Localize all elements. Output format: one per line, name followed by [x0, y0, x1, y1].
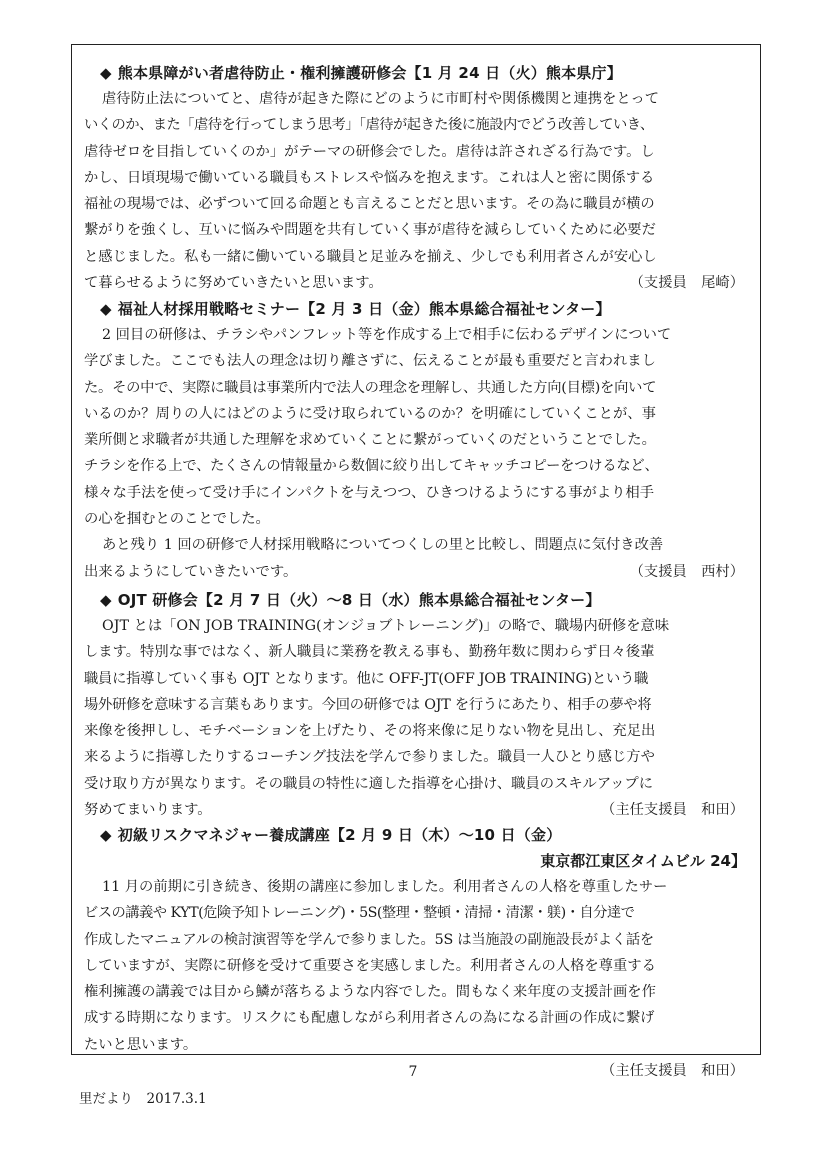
paragraph-line: 成する時期になります。リスクにも配慮しながら利用者さんの為になる計画の作成に繋げ [84, 1010, 655, 1027]
section-risk-manager-course [84, 822, 754, 1084]
paragraph-line: と感じました。私も一緒に働いている職員と足並みを揃え、少しでも利用者さんが安心し [84, 248, 657, 265]
section-heading-continuation: 東京都江東区タイムビル 24】 [540, 852, 746, 870]
paragraph-line: していますが、実際に研修を受けて重要さを実感しました。利用者さんの人格を尊重する [84, 957, 656, 974]
paragraph-line: ビスの講義や KYT(危険予知トレーニング)・5S(整理・整頓・清掃・清潔・躾)・自分達で [84, 905, 635, 922]
paragraph-line: OJT とは「ON JOB TRAINING(オンジョブトレーニング)」の略で、職場内研修を意味 [102, 618, 670, 634]
diamond-bullet-icon: ◆ [100, 64, 112, 82]
paragraph-line: 作成したマニュアルの検討演習等を学んで参りました。5S は当施設の副施設長がよく話を [84, 931, 654, 948]
paragraph-line: 権利擁護の講義では目から鱗が落ちるような内容でした。間もなく来年度の支援計画を作 [84, 984, 656, 1001]
paragraph-line: いくのか、また「虐待を行ってしまう思考」「虐待が起きた後に施設内でどう改善していき、 [84, 117, 654, 134]
author-signature: （支援員 尾崎） [629, 275, 744, 292]
paragraph-line: 学びました。ここでも法人の理念は切り離さずに、伝えることが最も重要だと言われまし [84, 353, 656, 370]
paragraph-line: 努めてまいります。 （主任支援員 和田） [84, 797, 754, 823]
paragraph-line: 職員に指導していく事も OJT となります。他に OFF-JT(OFF JOB TRAINING)という職 [84, 670, 649, 687]
author-signature: （主任支援員 和田） [601, 1063, 744, 1080]
paragraph-line: 出来るようにしていきたいです。 （支援員 西村） [84, 559, 754, 585]
newsletter-footer: 里だより 2017.3.1 [79, 1091, 207, 1107]
paragraph-line: 受け取り方が異なります。その職員の特性に適した指導を心掛け、職員のスキルアップに [84, 775, 654, 792]
paragraph-line: かし、日頃現場で働いている職員もストレスや悩みを抱えます。これは人と密に関係する [84, 169, 655, 186]
author-signature: （支援員 西村） [629, 563, 744, 580]
paragraph-line: た。その中で、実際に職員は事業所内で法人の理念を理解し、共通した方向(目標)を向いて [84, 379, 657, 396]
section-recruitment-seminar [84, 296, 754, 585]
diamond-bullet-icon: ◆ [100, 300, 112, 318]
section-heading: ◆ OJT 研修会【2 月 7 日（火）～8 日（水）熊本県総合福祉センター】 [100, 591, 601, 609]
paragraph-line: 場外研修を意味する言葉もあります。今回の研修では OJT を行うにあたり、相手の夢や将 [84, 696, 652, 713]
paragraph-line: いるのか？周りの人にはどのように受け取られているのか？を明確にしていくことが、事 [84, 405, 656, 422]
paragraph-line: 業所側と求職者が共通した理解を求めていくことに繋がっていくのだということでした。 [84, 432, 656, 449]
paragraph-line: チラシを作る上で、たくさんの情報量から数個に絞り出してキャッチコピーをつけるなど、 [84, 458, 659, 475]
paragraph-line: 虐待防止法についてと、虐待が起きた際にどのように市町村や関係機関と連携をとって [102, 91, 660, 107]
page-number: 7 [408, 1064, 418, 1080]
section-heading: ◆ 福祉人材採用戦略セミナー【2 月 3 日（金）熊本県総合福祉センター】 [100, 300, 611, 318]
section-heading: ◆ 初級リスクマネジャー養成講座【2 月 9 日（木）～10 日（金） [100, 826, 562, 844]
paragraph-line: します。特別な事ではなく、新人職員に業務を教える事も、勤務年数に関わらず日々後輩 [84, 644, 655, 661]
paragraph-line: 様々な手法を使って受け手にインパクトを与えつつ、ひきつけるようにする事がより相手 [84, 484, 655, 501]
paragraph-line: 2 回目の研修は、チラシやパンフレット等を作成する上で相手に伝わるデザインについて [102, 327, 672, 343]
paragraph-line: の心を掴むとのことでした。 [84, 511, 270, 528]
paragraph-line: あと残り 1 回の研修で人材採用戦略についてつくしの里と比較し、問題点に気付き改善 [102, 537, 664, 554]
author-signature: （主任支援員 和田） [601, 802, 744, 819]
paragraph-line: 来像を後押しし、モチベーションを上げたり、その将来像に足りない物を見出し、充足出 [84, 723, 656, 740]
paragraph-line: 福祉の現場では、必ずついて回る命題とも言えることだと思います。その為に職員が横の [84, 196, 655, 213]
paragraph-line: 11 月の前期に引き続き、後期の講座に参加しました。利用者さんの人格を尊重したサー [102, 879, 668, 895]
diamond-bullet-icon: ◆ [100, 826, 112, 844]
paragraph-line: 来るように指導したりするコーチング技法を学んで参りました。職員一人ひとり感じ方や [84, 749, 655, 766]
diamond-bullet-icon: ◆ [100, 591, 112, 609]
section-heading: ◆ 熊本県障がい者虐待防止・権利擁護研修会【1 月 24 日（火）熊本県庁】 [100, 64, 622, 82]
paragraph-line: 虐待ゼロを目指していくのか」がテーマの研修会でした。虐待は許されざる行為です。し [84, 143, 655, 160]
section-abuse-prevention [84, 60, 754, 296]
paragraph-line: たいと思います。 [84, 1036, 198, 1053]
paragraph-line: 繋がりを強くし、互いに悩みや問題を共有していく事が虐待を減らしていくために必要だ [84, 222, 656, 239]
section-ojt-training [84, 587, 754, 823]
paragraph-line: て暮らせるように努めていきたいと思います。 （支援員 尾崎） [84, 270, 754, 296]
